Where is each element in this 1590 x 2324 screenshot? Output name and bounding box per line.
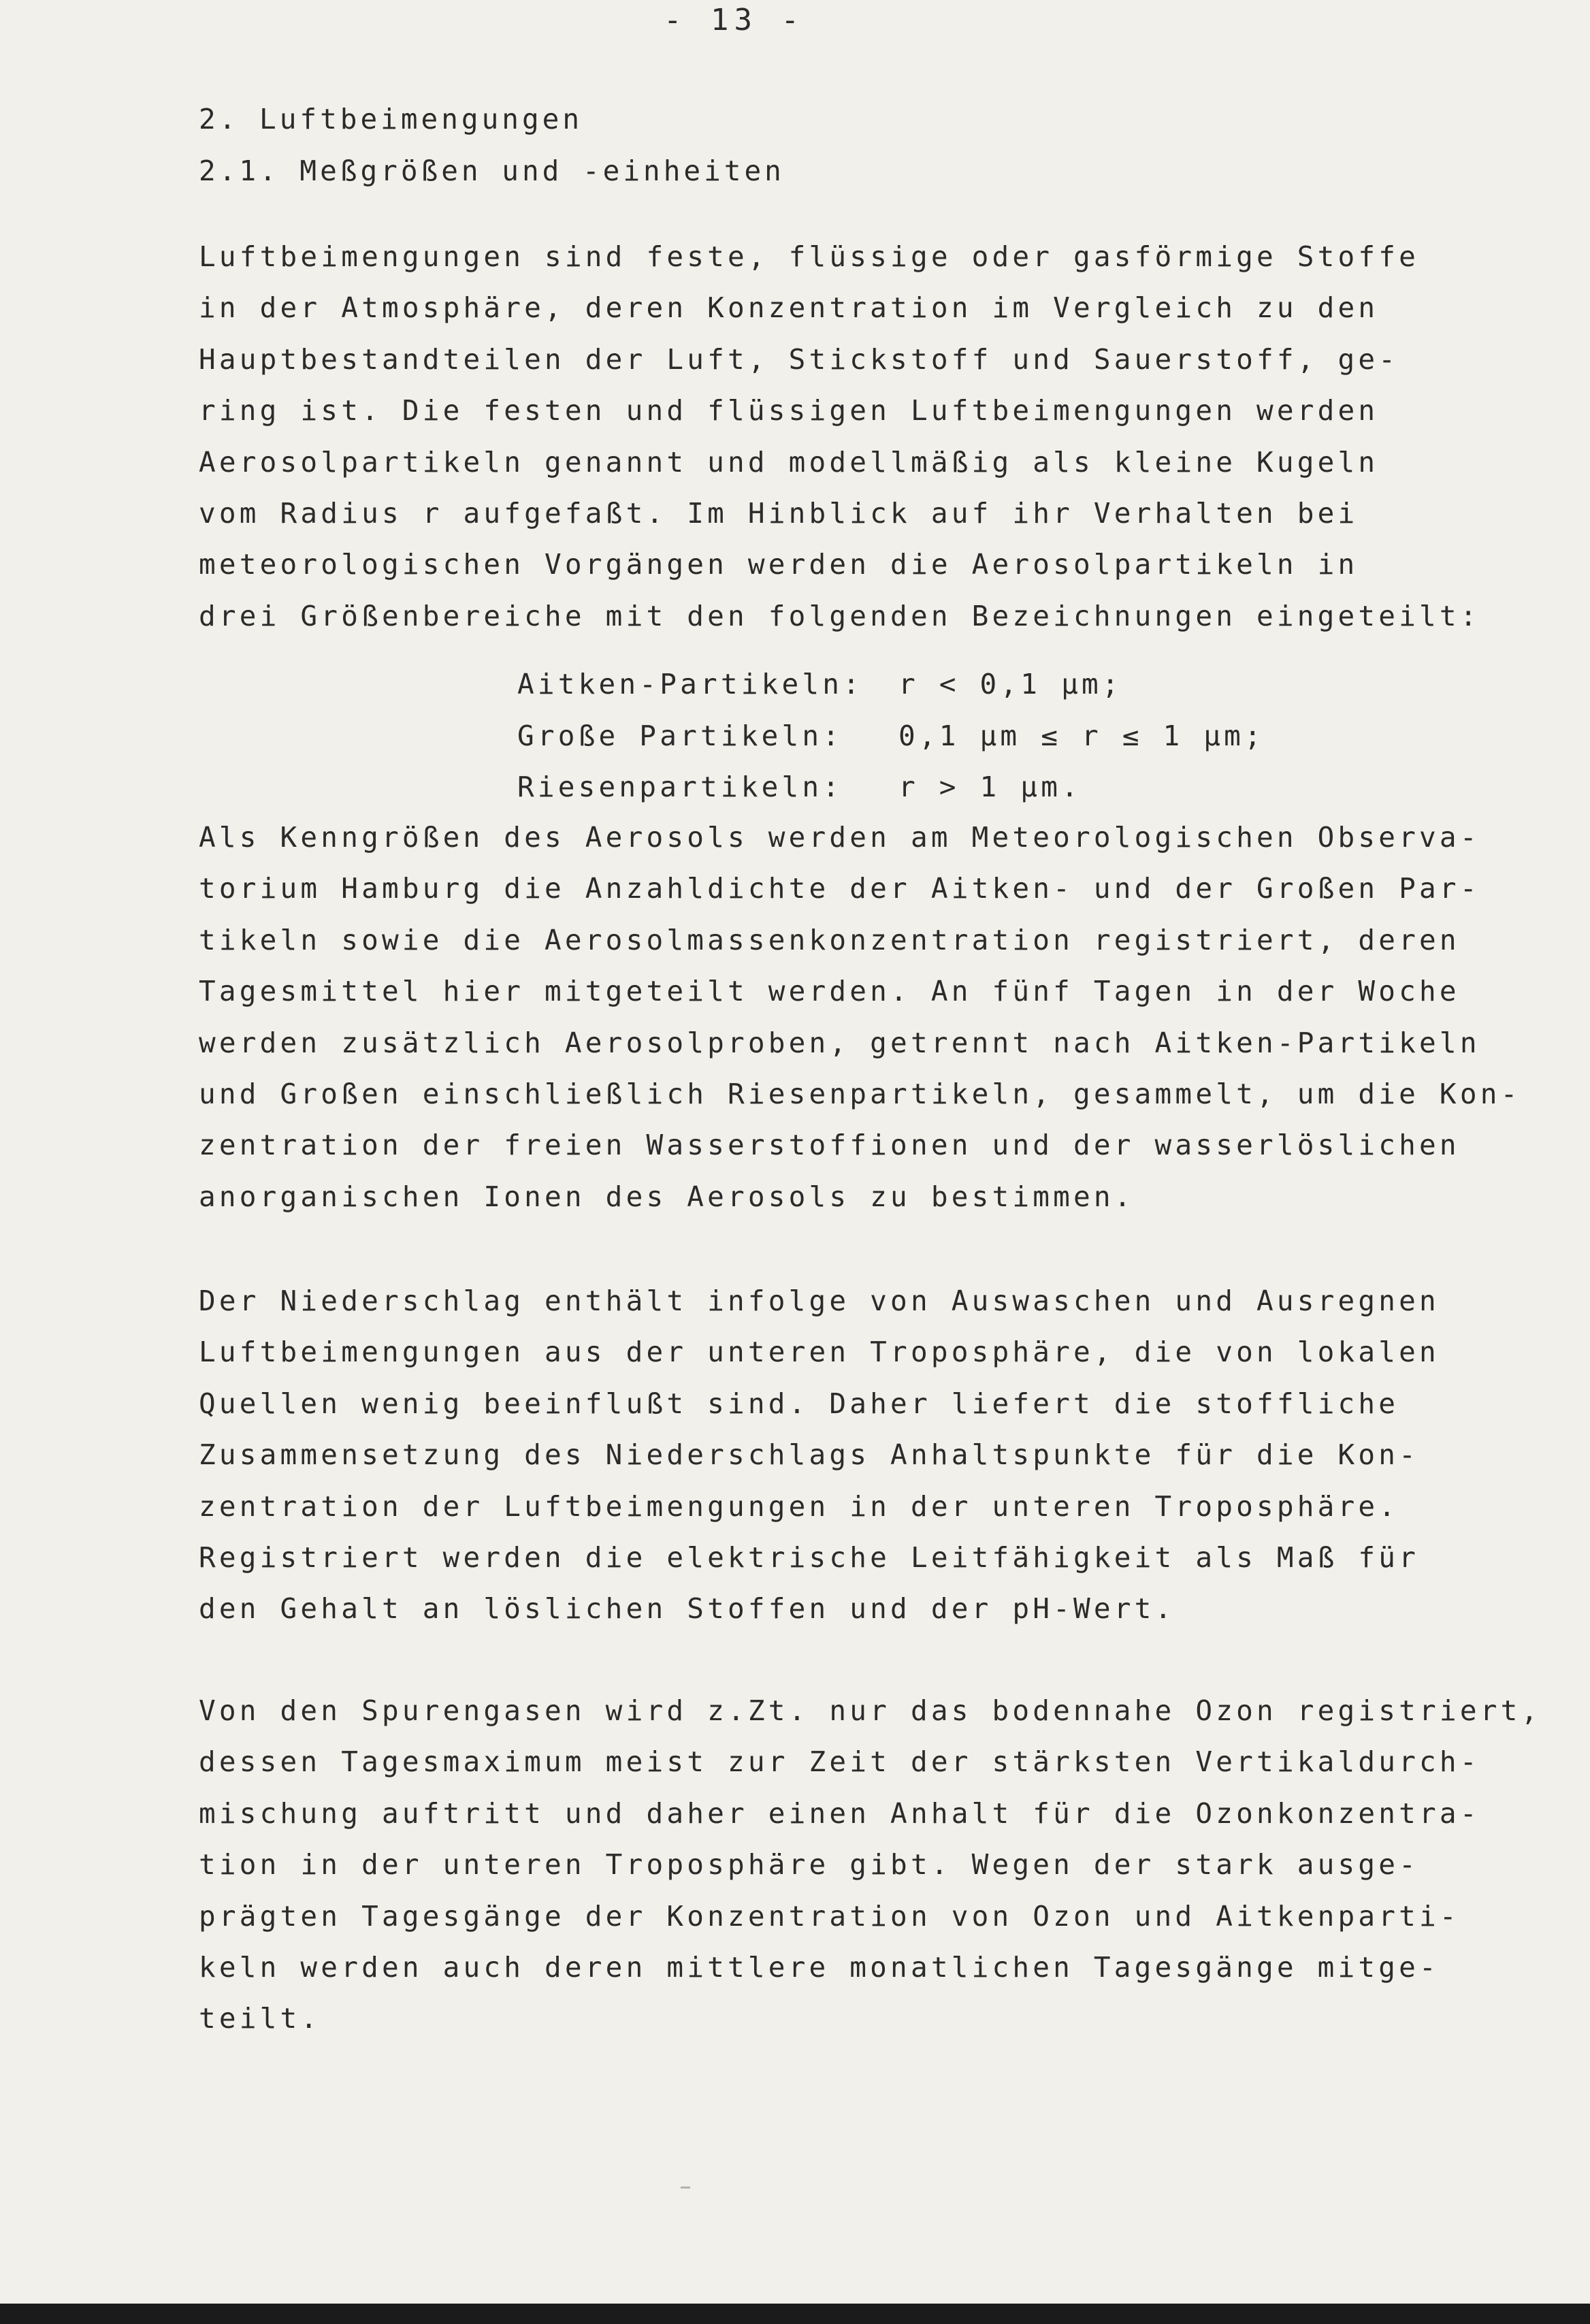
text-line: prägten Tagesgänge der Konzentration von Ozon und Aitkenparti- [199, 1899, 1460, 1933]
paragraph-aerosol-definition [199, 231, 1587, 642]
text-line: keln werden auch deren mittlere monatlichen Tagesgänge mitge- [199, 1950, 1440, 1984]
size-class-range: r > 1 μm. [898, 771, 1082, 803]
text-line: werden zusätzlich Aerosolproben, getrennt nach Aitken-Partikeln [199, 1026, 1480, 1059]
text-line: tion in der unteren Troposphäre gibt. Wegen der stark ausge- [199, 1848, 1420, 1882]
text-line: Quellen wenig beeinflußt sind. Daher liefert die stoffliche [199, 1387, 1399, 1420]
size-class-range: r < 0,1 μm; [898, 668, 1122, 700]
text-line: in der Atmosphäre, deren Konzentration im Vergleich zu den [199, 291, 1379, 325]
text-line: ring ist. Die festen und flüssigen Luftbeimengungen werden [199, 394, 1379, 427]
text-line: Tagesmittel hier mitgeteilt werden. An fünf Tagen in der Woche [199, 975, 1460, 1008]
text-line: tikeln sowie die Aerosolmassenkonzentration registriert, deren [199, 923, 1460, 956]
size-class-row [517, 762, 1265, 813]
text-line: und Großen einschließlich Riesenpartikeln, gesammelt, um die Kon- [199, 1077, 1521, 1110]
text-line: zentration der freien Wasserstoffionen und der wasserlöslichen [199, 1129, 1460, 1162]
size-class-label: Große Partikeln: [517, 719, 843, 752]
text-line: drei Größenbereiche mit den folgenden Bezeichnungen eingeteilt: [199, 599, 1480, 632]
section-heading: 2. Luftbeimengungen [199, 103, 583, 135]
text-line: Luftbeimengungen sind feste, flüssige oder gasförmige Stoffe [199, 240, 1420, 273]
text-line: vom Radius r aufgefaßt. Im Hinblick auf ihr Verhalten bei [199, 496, 1359, 530]
text-line: mischung auftritt und daher einen Anhalt für die Ozonkonzentra- [199, 1796, 1480, 1830]
size-class-label: Aitken-Partikeln: [517, 668, 864, 700]
scan-mark [681, 2186, 690, 2189]
size-class-range: 0,1 μm ≤ r ≤ 1 μm; [898, 719, 1265, 752]
text-line: den Gehalt an löslichen Stoffen und der pH-Wert. [199, 1592, 1175, 1626]
text-line: Aerosolpartikeln genannt und modellmäßig als kleine Kugeln [199, 445, 1379, 479]
text-line: Als Kenngrößen des Aerosols werden am Meteorologischen Observa- [199, 821, 1480, 854]
size-class-label: Riesenpartikeln: [517, 771, 843, 803]
text-line: Zusammensetzung des Niederschlags Anhaltspunkte für die Kon- [199, 1438, 1420, 1472]
paragraph-aerosol-measurements [199, 812, 1587, 1223]
text-line: Von den Spurengasen wird z.Zt. nur das bodennahe Ozon registriert, [199, 1694, 1542, 1727]
size-class-row [517, 659, 1265, 711]
text-line: zentration der Luftbeimengungen in der unteren Troposphäre. [199, 1489, 1399, 1523]
text-line: meteorologischen Vorgängen werden die Aerosolpartikeln in [199, 548, 1359, 581]
text-line: torium Hamburg die Anzahldichte der Aitken- und der Großen Par- [199, 872, 1480, 905]
size-class-list [517, 659, 1265, 813]
paragraph-precipitation [199, 1276, 1587, 1635]
paragraph-trace-gases [199, 1685, 1587, 2045]
text-line: dessen Tagesmaximum meist zur Zeit der stärksten Vertikaldurch- [199, 1745, 1480, 1779]
text-line: Registriert werden die elektrische Leitfähigkeit als Maß für [199, 1540, 1420, 1574]
text-line: Hauptbestandteilen der Luft, Stickstoff und Sauerstoff, ge- [199, 342, 1399, 376]
text-line: anorganischen Ionen des Aerosols zu bestimmen. [199, 1180, 1135, 1213]
scan-border [0, 2304, 1590, 2324]
page-number: - 13 - [664, 3, 805, 37]
text-line: Der Niederschlag enthält infolge von Auswaschen und Ausregnen [199, 1285, 1440, 1317]
subsection-heading: 2.1. Meßgrößen und -einheiten [199, 155, 785, 187]
size-class-row [517, 711, 1265, 762]
text-line: teilt. [199, 2002, 321, 2035]
text-line: Luftbeimengungen aus der unteren Troposphäre, die von lokalen [199, 1336, 1440, 1369]
